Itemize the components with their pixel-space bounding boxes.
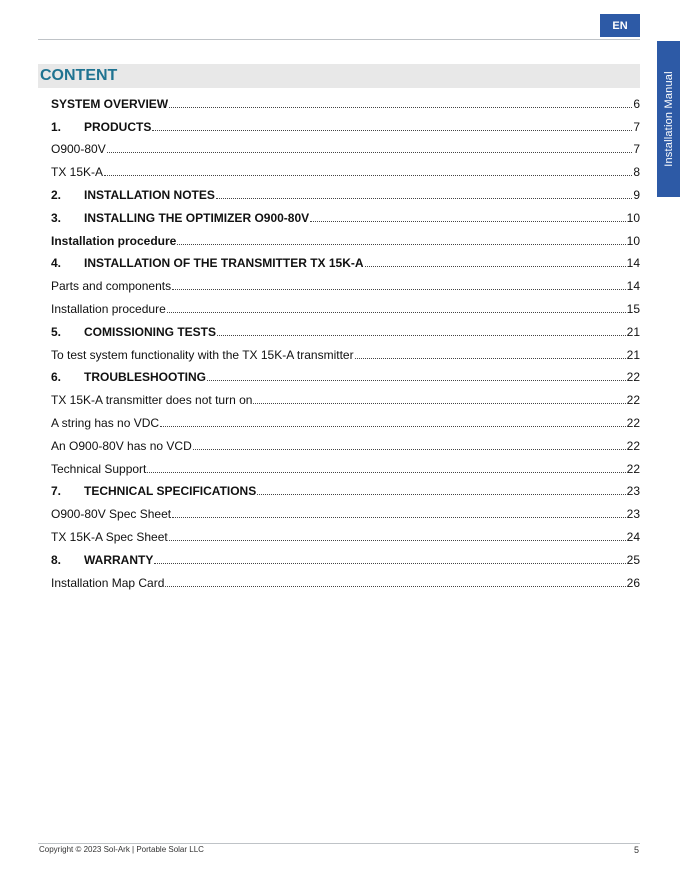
toc-leader-dots xyxy=(169,106,632,108)
toc-entry-label: TROUBLESHOOTING xyxy=(84,370,206,385)
toc-leader-dots xyxy=(172,516,626,518)
toc-entry-label: INSTALLATION NOTES xyxy=(84,187,215,202)
toc-entry[interactable] xyxy=(51,248,640,271)
toc-entry-page: 7 xyxy=(633,142,640,157)
toc-leader-dots xyxy=(253,402,625,404)
toc-entry[interactable] xyxy=(51,544,640,567)
toc-entry-page: 22 xyxy=(626,438,640,453)
toc-entry[interactable] xyxy=(51,339,640,362)
toc-entry-number: 7. xyxy=(51,484,62,499)
toc-entry-label: Technical Support xyxy=(51,461,147,476)
toc-entry[interactable] xyxy=(51,270,640,293)
toc-leader-dots xyxy=(172,288,626,290)
toc-leader-dots xyxy=(154,562,625,564)
toc-entry-page: 15 xyxy=(626,301,640,316)
toc-entry-label: TX 15K-A transmitter does not turn on xyxy=(51,393,253,408)
toc-entry-number: 4. xyxy=(51,256,62,271)
toc-entry-label: SYSTEM OVERVIEW xyxy=(51,96,169,111)
toc-entry-label: Installation procedure xyxy=(51,233,177,248)
side-tab xyxy=(657,41,680,197)
toc-entry-page: 22 xyxy=(626,461,640,476)
toc-entry[interactable] xyxy=(51,88,640,111)
toc-leader-dots xyxy=(147,471,625,473)
toc-entry-number: 1. xyxy=(51,119,62,134)
toc-entry-page: 14 xyxy=(626,256,640,271)
toc-entry-page: 7 xyxy=(633,119,640,134)
toc-leader-dots xyxy=(193,448,626,450)
toc-entry-label: An O900-80V has no VCD xyxy=(51,438,192,453)
toc-entry-number: 2. xyxy=(51,187,62,202)
toc-entry[interactable] xyxy=(51,407,640,430)
toc-leader-dots xyxy=(365,265,626,267)
toc-entry-page: 9 xyxy=(633,187,640,202)
toc-leader-dots xyxy=(169,539,626,541)
toc-entry[interactable] xyxy=(51,476,640,499)
side-tab-label: Installation Manual xyxy=(662,71,675,167)
toc-entry-label: PRODUCTS xyxy=(84,119,152,134)
toc-entry-page: 21 xyxy=(626,347,640,362)
toc-entry-page: 23 xyxy=(626,507,640,522)
toc-leader-dots xyxy=(207,379,626,381)
toc-entry-label: TECHNICAL SPECIFICATIONS xyxy=(84,484,257,499)
content-heading: CONTENT xyxy=(40,67,118,84)
toc-entry-page: 23 xyxy=(626,484,640,499)
toc-entry[interactable] xyxy=(51,293,640,316)
toc-leader-dots xyxy=(216,197,632,199)
toc-entry[interactable] xyxy=(51,384,640,407)
toc-entry-number: 5. xyxy=(51,324,62,339)
content-heading-bar xyxy=(38,64,640,88)
toc-entry-label: Parts and components xyxy=(51,279,172,294)
toc-entry-label: TX 15K-A Spec Sheet xyxy=(51,529,168,544)
toc-entry-page: 14 xyxy=(626,279,640,294)
toc-leader-dots xyxy=(104,174,632,176)
toc-entry[interactable] xyxy=(51,156,640,179)
toc-leader-dots xyxy=(107,151,633,153)
toc-entry[interactable] xyxy=(51,202,640,225)
toc-entry-page: 6 xyxy=(633,96,640,111)
toc-entry-page: 22 xyxy=(626,393,640,408)
toc-leader-dots xyxy=(310,220,626,222)
toc-entry[interactable] xyxy=(51,453,640,476)
toc-entry[interactable] xyxy=(51,498,640,521)
toc-leader-dots xyxy=(165,585,625,587)
footer-page-number: 5 xyxy=(634,845,640,855)
toc-entry-number: 3. xyxy=(51,210,62,225)
toc-entry-label: WARRANTY xyxy=(84,552,154,567)
toc-leader-dots xyxy=(355,357,626,359)
toc-leader-dots xyxy=(160,425,626,427)
toc-entry-label: A string has no VDC xyxy=(51,415,160,430)
toc-entry-label: Installation procedure xyxy=(51,301,166,316)
table-of-contents xyxy=(51,88,640,590)
toc-entry-label: O900-80V Spec Sheet xyxy=(51,507,172,522)
toc-entry-page: 10 xyxy=(626,233,640,248)
toc-entry[interactable] xyxy=(51,316,640,339)
toc-entry-label: TX 15K-A xyxy=(51,165,104,180)
toc-entry[interactable] xyxy=(51,430,640,453)
toc-leader-dots xyxy=(167,311,626,313)
toc-entry-page: 22 xyxy=(626,370,640,385)
header-divider xyxy=(38,39,640,40)
footer-divider xyxy=(38,843,640,844)
toc-leader-dots xyxy=(257,493,625,495)
toc-entry-label: O900-80V xyxy=(51,142,106,157)
toc-entry-number: 6. xyxy=(51,370,62,385)
toc-entry-page: 24 xyxy=(626,529,640,544)
language-badge[interactable]: EN xyxy=(600,14,640,37)
toc-entry-label: INSTALLATION OF THE TRANSMITTER TX 15K-A xyxy=(84,256,364,271)
toc-entry-label: To test system functionality with the TX 15K-A transmitter xyxy=(51,347,354,362)
toc-leader-dots xyxy=(217,334,626,336)
toc-entry-label: COMISSIONING TESTS xyxy=(84,324,217,339)
toc-entry[interactable] xyxy=(51,179,640,202)
toc-entry-page: 21 xyxy=(626,324,640,339)
footer-copyright: Copyright © 2023 Sol-Ark | Portable Solar LLC xyxy=(39,845,204,854)
toc-entry-label: INSTALLING THE OPTIMIZER O900-80V xyxy=(84,210,310,225)
toc-entry-page: 8 xyxy=(633,165,640,180)
toc-entry-page: 10 xyxy=(626,210,640,225)
toc-entry-number: 8. xyxy=(51,552,62,567)
toc-entry[interactable] xyxy=(51,111,640,134)
toc-entry[interactable] xyxy=(51,362,640,385)
toc-entry[interactable] xyxy=(51,567,640,590)
toc-entry-label: Installation Map Card xyxy=(51,575,165,590)
toc-leader-dots xyxy=(177,243,625,245)
toc-entry[interactable] xyxy=(51,521,640,544)
toc-leader-dots xyxy=(152,129,632,131)
toc-entry[interactable] xyxy=(51,134,640,157)
toc-entry-page: 26 xyxy=(626,575,640,590)
toc-entry-page: 22 xyxy=(626,415,640,430)
toc-entry-page: 25 xyxy=(626,552,640,567)
toc-entry[interactable] xyxy=(51,225,640,248)
